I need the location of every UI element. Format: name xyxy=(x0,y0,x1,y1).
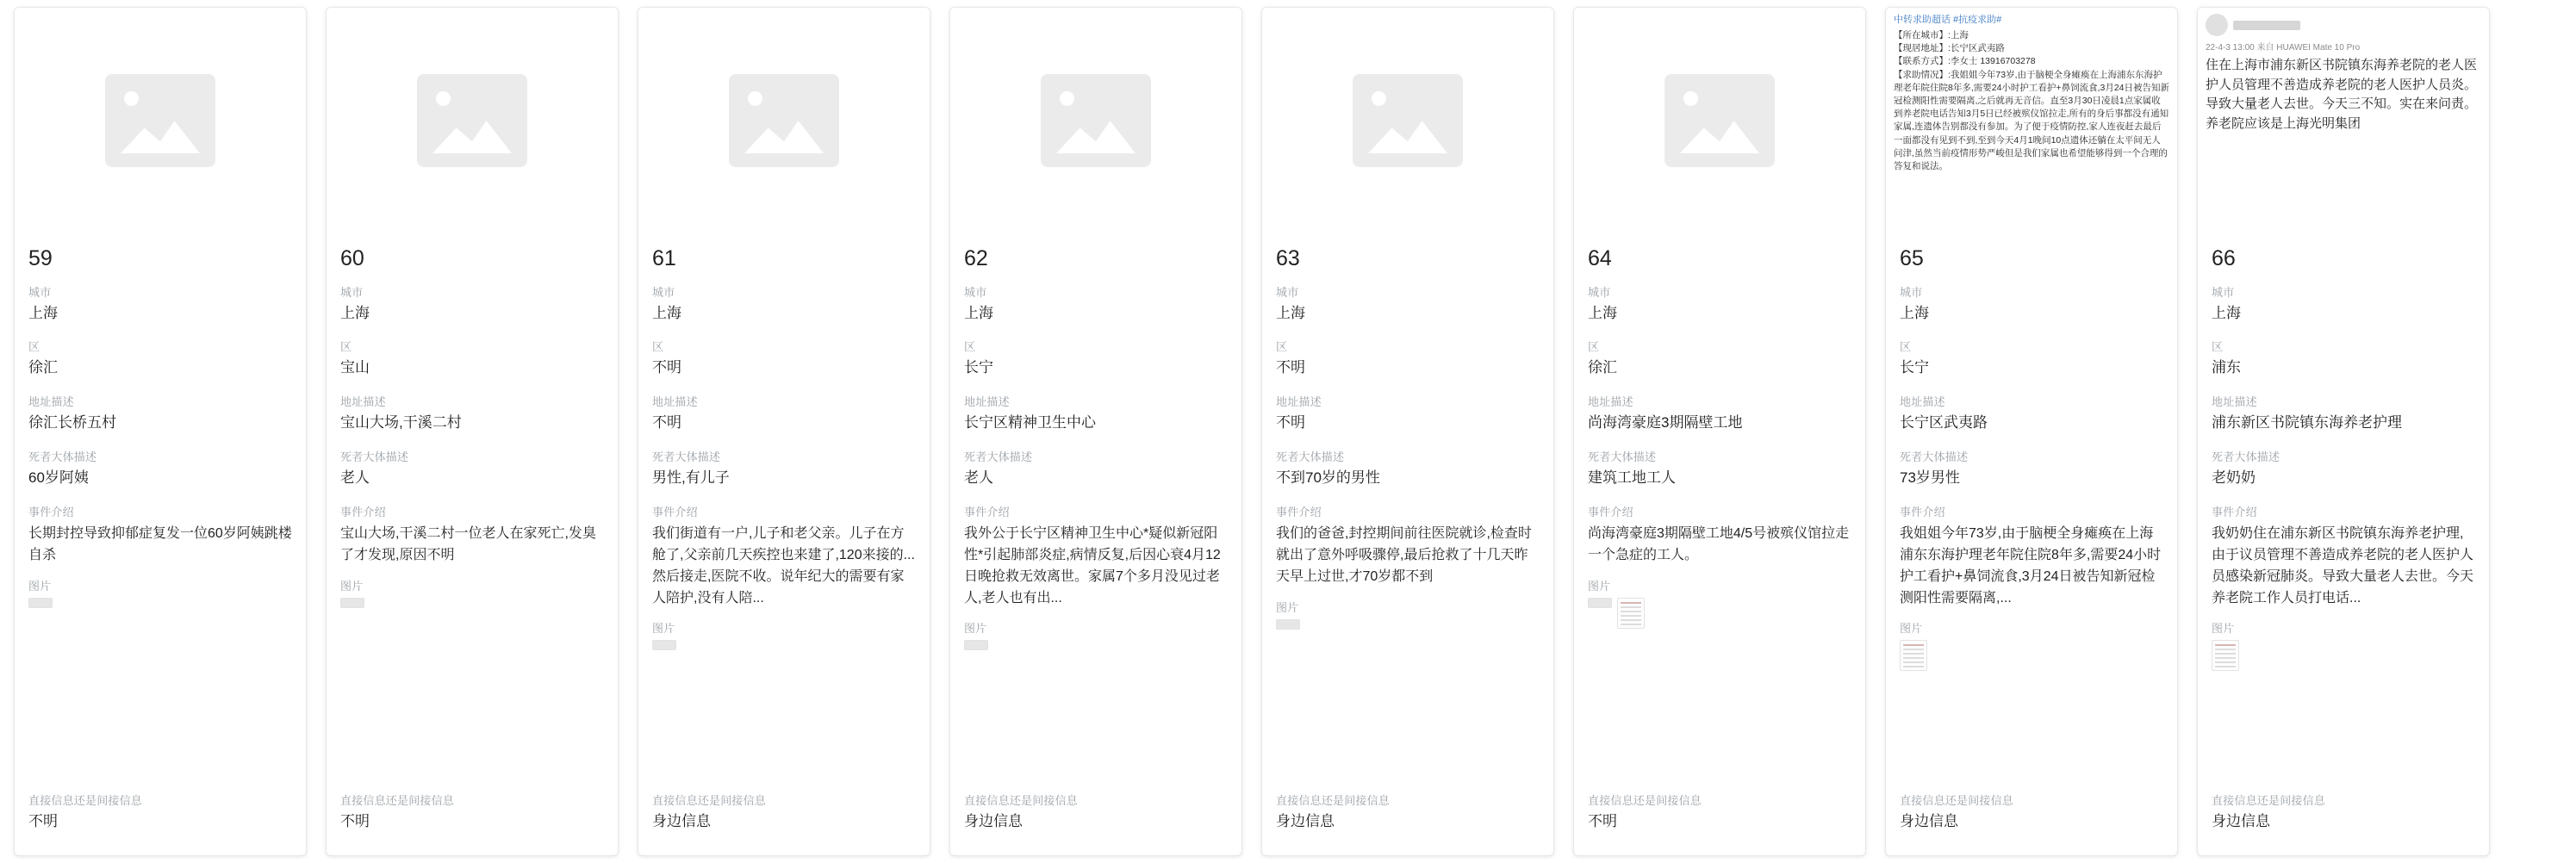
record-card[interactable] xyxy=(1885,7,2178,856)
card-footer xyxy=(1276,792,1540,847)
weibo-post-text: 住在上海市浦东新区书院镇东海养老院的老人医护人员管理不善造成养老院的老人医护人员炎。导致大量老人去世。今天三不知。实在来问责。养老院应该是上海光明集团 xyxy=(2206,58,2478,131)
field-label-address: 地址描述 xyxy=(964,395,1010,409)
record-id: 66 xyxy=(2212,246,2236,270)
card-body xyxy=(950,233,1241,855)
record-id: 59 xyxy=(28,246,53,270)
card-body xyxy=(2198,233,2489,855)
image-thumbnail-strip[interactable] xyxy=(340,598,604,629)
field-value-district: 浦东 xyxy=(2212,359,2241,376)
image-thumbnail-strip[interactable] xyxy=(1588,598,1851,629)
field-value-address: 尚海湾豪庭3期隔壁工地 xyxy=(1588,414,1743,432)
field-label-city: 城市 xyxy=(1900,285,1923,299)
field-label-deceased: 死者大体描述 xyxy=(1276,450,1345,464)
field-value-source: 身边信息 xyxy=(1900,813,1958,830)
weibo-post-meta xyxy=(2206,40,2481,53)
record-card[interactable] xyxy=(949,7,1242,856)
weibo-post-line: 【现居地址】:长宁区武夷路 xyxy=(1894,43,2005,54)
image-thumbnail[interactable] xyxy=(2212,640,2239,671)
field-value-city: 上海 xyxy=(1276,304,1305,321)
field-value-city: 上海 xyxy=(1588,304,1617,321)
field-label-event: 事件介绍 xyxy=(340,506,386,519)
field-value-address: 长宁区精神卫生中心 xyxy=(964,414,1096,432)
field-label-deceased: 死者大体描述 xyxy=(964,450,1033,464)
field-value-deceased: 60岁阿姨 xyxy=(28,469,89,487)
field-value-event: 我们的爸爸,封控期间前往医院就诊,检查时就出了意外呼吸骤停,最后抢救了十几天昨天早上过世,才70岁都不到 xyxy=(1276,526,1532,584)
author-name-redacted xyxy=(2233,21,2300,30)
field-label-city: 城市 xyxy=(1588,285,1611,299)
card-body xyxy=(327,233,618,855)
field-label-source: 直接信息还是间接信息 xyxy=(2212,794,2326,808)
record-id: 63 xyxy=(1276,246,1300,270)
field-value-city: 上海 xyxy=(652,304,681,321)
image-thumbnail[interactable] xyxy=(652,640,676,650)
field-label-deceased: 死者大体描述 xyxy=(1900,450,1969,464)
record-id: 65 xyxy=(1900,246,1924,270)
card-image-area xyxy=(1262,8,1553,233)
card-image-area xyxy=(1574,8,1865,233)
field-label-images: 图片 xyxy=(340,579,364,593)
record-card[interactable] xyxy=(14,7,307,856)
field-value-district: 徐汇 xyxy=(28,359,58,376)
field-value-deceased: 老奶奶 xyxy=(2212,469,2256,487)
field-value-event: 尚海湾豪庭3期隔壁工地4/5号被殡仪馆拉走一个急症的工人。 xyxy=(1588,526,1850,563)
field-label-event: 事件介绍 xyxy=(1900,506,1945,519)
field-value-district: 不明 xyxy=(1276,359,1305,376)
field-label-source: 直接信息还是间接信息 xyxy=(28,794,143,808)
card-body xyxy=(1574,233,1865,855)
field-value-city: 上海 xyxy=(964,304,993,321)
field-label-district: 区 xyxy=(340,340,352,354)
field-label-event: 事件介绍 xyxy=(2212,506,2257,519)
card-image-area[interactable] xyxy=(1886,8,2177,233)
field-value-district: 长宁 xyxy=(964,359,993,376)
card-footer xyxy=(2212,792,2475,847)
field-label-city: 城市 xyxy=(1276,285,1299,299)
field-label-address: 地址描述 xyxy=(652,395,698,409)
card-body xyxy=(1262,233,1553,855)
field-value-address: 不明 xyxy=(652,414,681,432)
field-label-event: 事件介绍 xyxy=(1276,506,1322,519)
field-label-images: 图片 xyxy=(1900,622,1923,636)
field-label-district: 区 xyxy=(652,340,664,354)
field-value-address: 徐汇长桥五村 xyxy=(28,414,116,432)
field-value-address: 宝山大场,干溪二村 xyxy=(340,414,462,432)
field-value-address: 长宁区武夷路 xyxy=(1900,414,1988,432)
record-id: 64 xyxy=(1588,246,1612,270)
image-thumbnail-strip[interactable] xyxy=(1900,640,2163,671)
field-label-event: 事件介绍 xyxy=(28,506,74,519)
weibo-topic-link[interactable]: 中转求助超话 #抗疫求助# xyxy=(1894,15,2002,25)
image-thumbnail[interactable] xyxy=(1617,598,1645,629)
image-thumbnail-strip[interactable] xyxy=(964,640,1228,671)
field-label-address: 地址描述 xyxy=(340,395,386,409)
image-thumbnail[interactable] xyxy=(1276,619,1300,630)
field-value-district: 宝山 xyxy=(340,359,370,376)
field-label-source: 直接信息还是间接信息 xyxy=(652,794,767,808)
field-label-source: 直接信息还是间接信息 xyxy=(340,794,455,808)
field-label-address: 地址描述 xyxy=(28,395,74,409)
field-label-images: 图片 xyxy=(1276,600,1299,614)
field-label-city: 城市 xyxy=(652,285,675,299)
card-image-area xyxy=(638,8,930,233)
field-label-address: 地址描述 xyxy=(1588,395,1633,409)
field-label-deceased: 死者大体描述 xyxy=(28,450,97,464)
field-label-district: 区 xyxy=(1276,340,1288,354)
weibo-post-line: 【求助情况】:我姐姐今年73岁,由于脑梗全身瘫痪在上海浦东东海护理老年院住院8年多,需要24小时护工看护+鼻饲流食,3月24日被告知新冠检测阳性需要隔离,之后就再无音信。直至3月30日凌晨1点家属收到养老院电话告知3月5日已经被殡仪馆拉走,所有的身后事都没有通知家属,连遗体告别都没有参加。为了便于疫情防控,家人连夜赶去最后一面都没有见到不到,至到今天4月1晚间10点遗体还躺在太平间无人问津,虽然当前疫情形势严峻但是我们家属也希望能够得到一个合理的答复和说法。 xyxy=(1894,69,2169,172)
field-label-source: 直接信息还是间接信息 xyxy=(1900,794,2014,808)
field-value-district: 不明 xyxy=(652,359,681,376)
field-value-deceased: 73岁男性 xyxy=(1900,469,1960,487)
card-image-area xyxy=(15,8,306,233)
image-placeholder-icon xyxy=(1353,74,1463,167)
field-value-deceased: 不到70岁的男性 xyxy=(1276,469,1380,487)
weibo-post-line: 【联系方式】:李女士 13916703278 xyxy=(1894,56,2036,67)
card-footer xyxy=(1588,792,1851,847)
field-value-event: 我们街道有一户,儿子和老父亲。儿子在方舱了,父亲前几天疾控也来建了,120来接的...然后接走,医院不收。说年纪大的需要有家人陪护,没有人陪... xyxy=(652,526,915,605)
card-footer xyxy=(652,792,916,847)
field-label-address: 地址描述 xyxy=(1900,395,1945,409)
image-placeholder-icon xyxy=(417,74,527,167)
field-label-district: 区 xyxy=(964,340,976,354)
field-value-district: 长宁 xyxy=(1900,359,1929,376)
field-value-city: 上海 xyxy=(2212,304,2241,321)
field-label-images: 图片 xyxy=(964,622,987,636)
card-footer xyxy=(1900,792,2163,847)
record-id: 62 xyxy=(964,246,988,270)
card-image-area xyxy=(950,8,1241,233)
field-value-event: 宝山大场,干溪二村一位老人在家死亡,发臭了才发现,原因不明 xyxy=(340,526,596,563)
field-value-deceased: 建筑工地工人 xyxy=(1588,469,1676,487)
field-value-city: 上海 xyxy=(340,304,370,321)
field-value-source: 不明 xyxy=(340,813,370,830)
image-placeholder-icon xyxy=(105,74,215,167)
field-value-source: 身边信息 xyxy=(652,813,711,830)
image-thumbnail[interactable] xyxy=(28,598,53,608)
field-value-district: 徐汇 xyxy=(1588,359,1617,376)
field-label-event: 事件介绍 xyxy=(652,506,698,519)
weibo-post-line: 【所在城市】:上海 xyxy=(1894,29,1969,40)
field-label-city: 城市 xyxy=(964,285,987,299)
field-label-deceased: 死者大体描述 xyxy=(340,450,409,464)
field-value-city: 上海 xyxy=(1900,304,1929,321)
card-image-area[interactable] xyxy=(2198,8,2489,233)
field-label-address: 地址描述 xyxy=(2212,395,2257,409)
weibo-post-timestamp: 22-4-3 13:00 来自 HUAWEI Mate 10 Pro xyxy=(2206,43,2361,53)
card-body xyxy=(638,233,930,855)
field-label-source: 直接信息还是间接信息 xyxy=(1276,794,1391,808)
field-label-deceased: 死者大体描述 xyxy=(1588,450,1657,464)
card-image-area xyxy=(327,8,618,233)
field-label-source: 直接信息还是间接信息 xyxy=(964,794,1079,808)
record-card[interactable] xyxy=(1573,7,1866,856)
field-label-district: 区 xyxy=(28,340,40,354)
image-placeholder-icon xyxy=(1041,74,1151,167)
field-label-images: 图片 xyxy=(1588,579,1611,593)
field-value-source: 不明 xyxy=(1588,813,1617,830)
field-value-deceased: 老人 xyxy=(964,469,993,487)
weibo-post-text xyxy=(1894,29,2169,173)
image-thumbnail-strip[interactable] xyxy=(1276,619,1540,650)
record-card[interactable] xyxy=(1261,7,1554,856)
record-card[interactable] xyxy=(2197,7,2490,856)
field-value-deceased: 老人 xyxy=(340,469,370,487)
weibo-author-row xyxy=(2206,14,2481,36)
field-label-images: 图片 xyxy=(2212,622,2235,636)
image-placeholder-icon xyxy=(729,74,839,167)
field-label-deceased: 死者大体描述 xyxy=(2212,450,2280,464)
field-label-event: 事件介绍 xyxy=(1588,506,1633,519)
field-label-city: 城市 xyxy=(2212,285,2235,299)
image-thumbnail-strip[interactable] xyxy=(28,598,292,629)
field-label-district: 区 xyxy=(1900,340,1912,354)
avatar xyxy=(2206,14,2228,36)
image-thumbnail-strip[interactable] xyxy=(2212,640,2475,671)
card-footer xyxy=(340,792,604,847)
field-value-address: 不明 xyxy=(1276,414,1305,432)
field-value-source: 身边信息 xyxy=(964,813,1023,830)
field-label-address: 地址描述 xyxy=(1276,395,1322,409)
record-card[interactable] xyxy=(638,7,930,856)
field-value-city: 上海 xyxy=(28,304,58,321)
field-label-source: 直接信息还是间接信息 xyxy=(1588,794,1702,808)
record-id: 61 xyxy=(652,246,676,270)
image-thumbnail[interactable] xyxy=(1588,598,1612,608)
field-label-city: 城市 xyxy=(340,285,364,299)
field-value-event: 我外公于长宁区精神卫生中心*疑似新冠阳性*引起肺部炎症,病情反复,后因心衰4月12日晚抢救无效离世。家属7个多月没见过老人,老人也有出... xyxy=(964,526,1221,605)
card-footer xyxy=(28,792,292,847)
field-label-images: 图片 xyxy=(28,579,52,593)
field-label-images: 图片 xyxy=(652,622,675,636)
record-id: 60 xyxy=(340,246,364,270)
image-placeholder-icon xyxy=(1664,74,1775,167)
image-thumbnail-strip[interactable] xyxy=(652,640,916,671)
card-body xyxy=(15,233,306,855)
card-body xyxy=(1886,233,2177,855)
field-value-event: 我姐姐今年73岁,由于脑梗全身瘫痪在上海浦东东海护理老年院住院8年多,需要24小时护工看护+鼻饲流食,3月24日被告知新冠检测阳性需要隔离,... xyxy=(1900,526,2162,605)
image-thumbnail[interactable] xyxy=(1900,640,1927,671)
field-label-district: 区 xyxy=(2212,340,2224,354)
field-value-event: 我奶奶住在浦东新区书院镇东海养老护理,由于议员管理不善造成养老院的老人医护人员感染新冠肺炎。导致大量老人去世。今天养老院工作人员打电话... xyxy=(2212,526,2474,605)
record-card[interactable] xyxy=(326,7,619,856)
image-thumbnail[interactable] xyxy=(340,598,364,608)
field-value-source: 不明 xyxy=(28,813,58,830)
field-value-address: 浦东新区书院镇东海养老护理 xyxy=(2212,414,2402,432)
card-footer xyxy=(964,792,1228,847)
field-value-deceased: 男性,有儿子 xyxy=(652,469,730,487)
field-value-source: 身边信息 xyxy=(2212,813,2270,830)
field-label-city: 城市 xyxy=(28,285,52,299)
field-label-deceased: 死者大体描述 xyxy=(652,450,721,464)
field-label-district: 区 xyxy=(1588,340,1600,354)
field-value-event: 长期封控导致抑郁症复发一位60岁阿姨跳楼自杀 xyxy=(28,526,292,563)
image-thumbnail[interactable] xyxy=(964,640,988,650)
field-label-event: 事件介绍 xyxy=(964,506,1010,519)
field-value-source: 身边信息 xyxy=(1276,813,1335,830)
